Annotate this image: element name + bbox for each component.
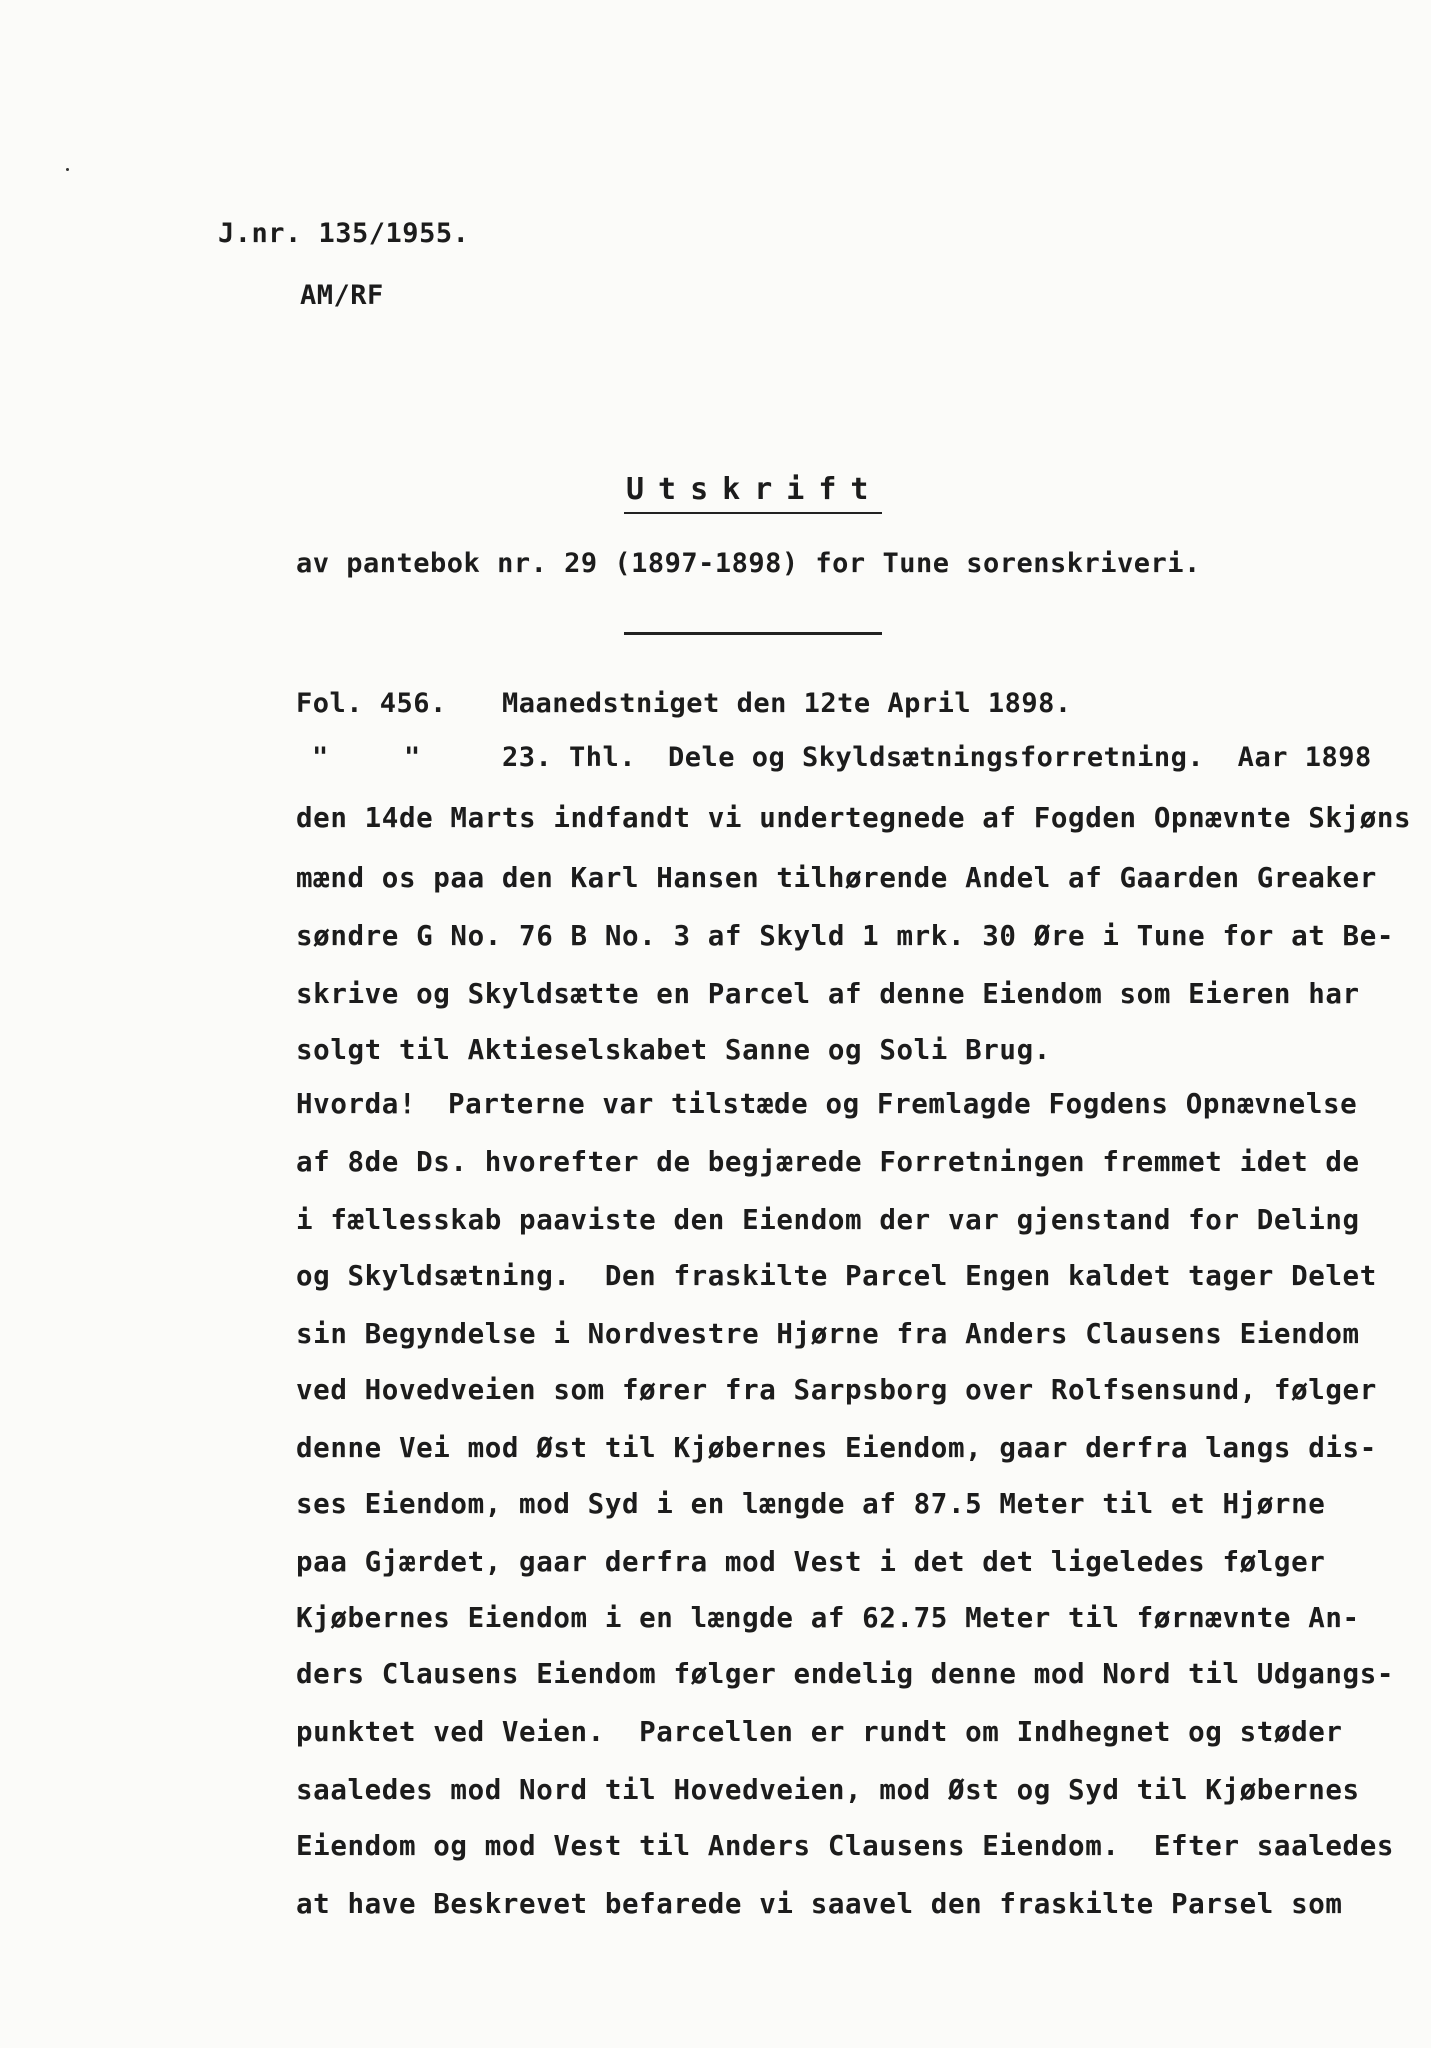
body-line: skrive og Skyldsætte en Parcel af denne Eiendom som Eieren har	[296, 978, 1360, 1010]
body-line: og Skyldsætning. Den fraskilte Parcel Engen kaldet tager Delet	[296, 1260, 1377, 1292]
body-line: Parterne var tilstæde og Fremlagde Fogdens Opnævnelse	[448, 1088, 1358, 1120]
date-line: Maanedstniget den 12te April 1898.	[502, 688, 1072, 719]
subtitle: av pantebok nr. 29 (1897-1898) for Tune sorenskriveri.	[296, 548, 1201, 579]
body-line: søndre G No. 76 B No. 3 af Skyld 1 mrk. 30 Øre i Tune for at Be-	[296, 920, 1395, 952]
body-line: ved Hovedveien som fører fra Sarpsborg over Rolfsensund, følger	[296, 1374, 1377, 1406]
document-title: Utskrift	[626, 472, 883, 507]
body-line: saaledes mod Nord til Hovedveien, mod Øst og Syd til Kjøbernes	[296, 1774, 1360, 1806]
body-line: af 8de Ds. hvorefter de begjærede Forretningen fremmet idet de	[296, 1146, 1360, 1178]
initials: AM/RF	[300, 280, 384, 311]
body-line: sin Begyndelse i Nordvestre Hjørne fra Anders Clausens Eiendom	[296, 1318, 1360, 1350]
title-underline	[624, 512, 882, 514]
body-line: at have Beskrevet befarede vi saavel den fraskilte Parsel som	[296, 1888, 1343, 1920]
journal-number: J.nr. 135/1955.	[218, 218, 470, 249]
paper-speck	[66, 168, 69, 171]
separator-rule	[624, 632, 882, 635]
body-line: denne Vei mod Øst til Kjøbernes Eiendom, gaar derfra langs dis-	[296, 1432, 1377, 1464]
body-line: i fællesskab paaviste den Eiendom der var gjenstand for Deling	[296, 1204, 1360, 1236]
ditto-mark: "	[312, 742, 329, 773]
body-line: solgt til Aktieselskabet Sanne og Soli Brug.	[296, 1034, 1051, 1066]
item-number: 23. Thl.	[502, 742, 637, 773]
body-line: mænd os paa den Karl Hansen tilhørende Andel af Gaarden Greaker	[296, 862, 1377, 894]
body-line: den 14de Marts indfandt vi undertegnede af Fogden Opnævnte Skjøns	[296, 802, 1412, 834]
body-line: Kjøbernes Eiendom i en længde af 62.75 Meter til førnævnte An-	[296, 1602, 1360, 1634]
folio: Fol. 456.	[296, 688, 447, 719]
body-line: Eiendom og mod Vest til Anders Clausens Eiendom. Efter saaledes	[296, 1830, 1395, 1862]
body-line: paa Gjærdet, gaar derfra mod Vest i det det ligeledes følger	[296, 1546, 1326, 1578]
ditto-mark: "	[404, 742, 421, 773]
label-hvorda: Hvorda!	[296, 1088, 417, 1120]
item-title: Dele og Skyldsætningsforretning. Aar 1898	[668, 742, 1372, 773]
body-line: punktet ved Veien. Parcellen er rundt om Indhegnet og støder	[296, 1716, 1343, 1748]
body-line: ses Eiendom, mod Syd i en længde af 87.5 Meter til et Hjørne	[296, 1488, 1326, 1520]
body-line: ders Clausens Eiendom følger endelig denne mod Nord til Udgangs-	[296, 1658, 1395, 1690]
